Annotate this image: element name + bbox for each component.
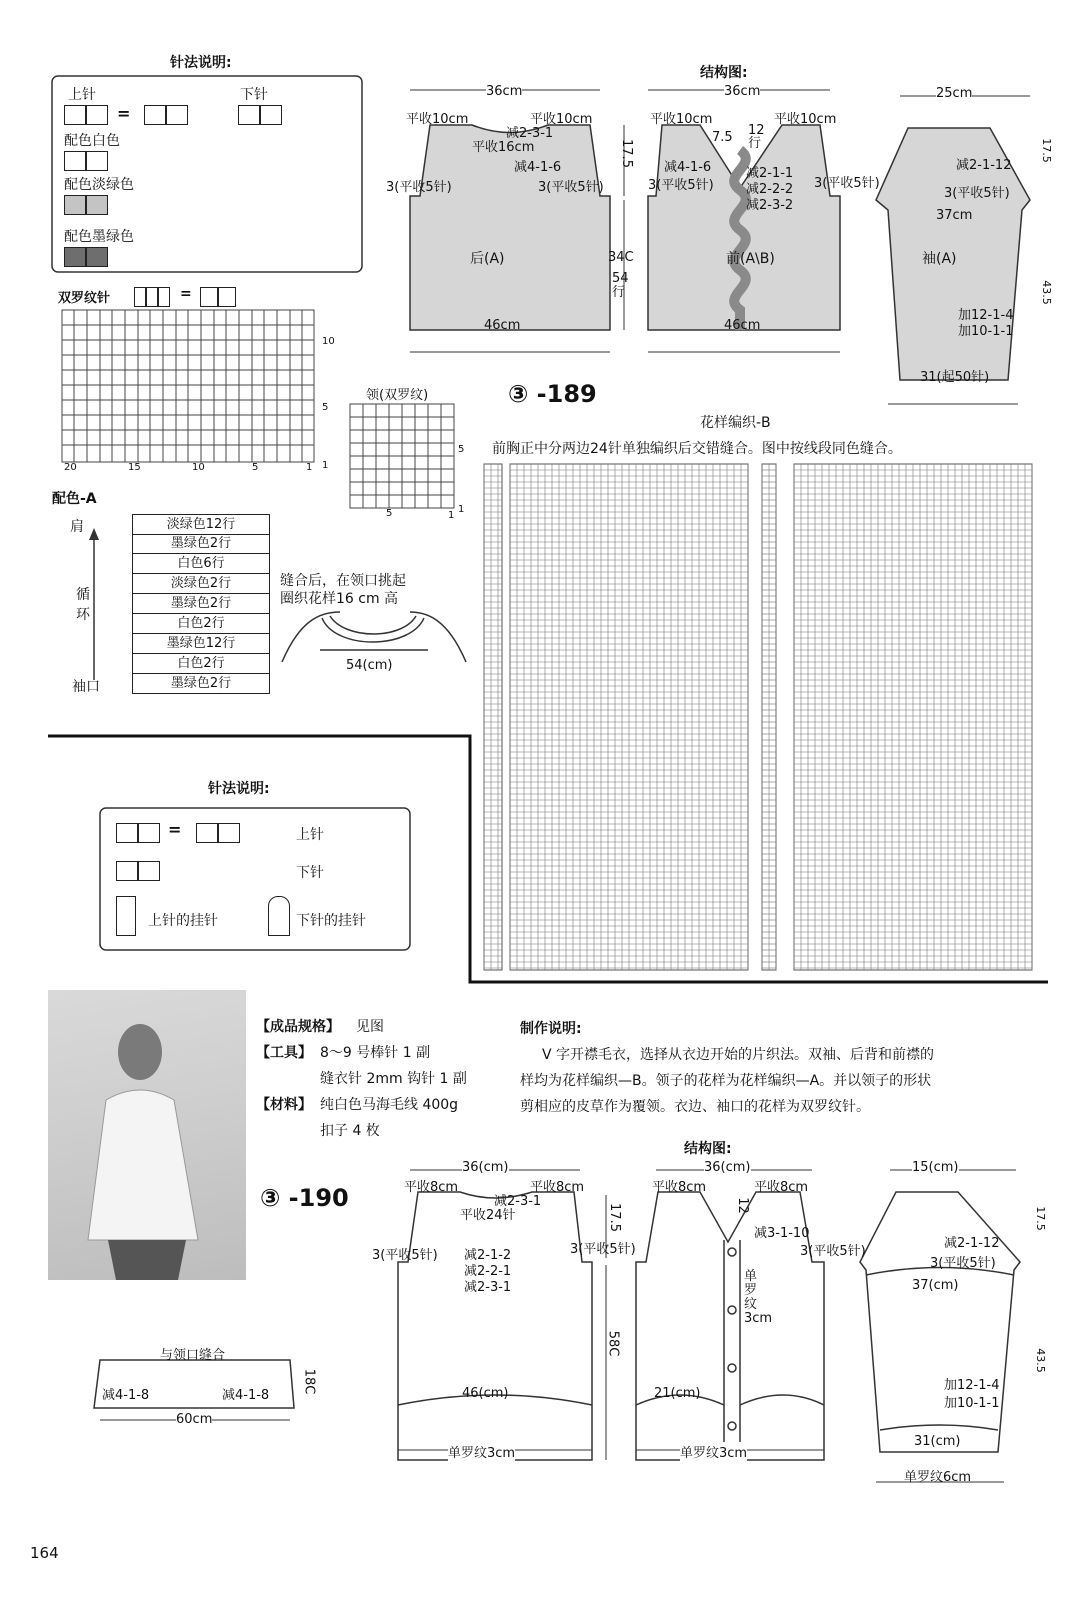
instructions-line3: 剪相应的皮草作为覆领。衣边、袖口的花样为双罗纹针。 — [520, 1099, 870, 1115]
sleeve-width: 25cm — [936, 86, 973, 101]
front190-band: 单罗纹3cm — [744, 1269, 773, 1326]
material-2: 扣子 4 枚 — [320, 1123, 380, 1139]
xia-gua-symbol — [268, 896, 290, 936]
white-label: 配色白色 — [64, 133, 120, 149]
color-stripe-row: 白色6行 — [132, 554, 270, 574]
front190-side: 3(平收5针) — [800, 1244, 866, 1259]
front-bottom: 46cm — [724, 318, 761, 333]
empty-cell — [166, 105, 188, 125]
sleeve-h2: 43.5 — [1039, 280, 1053, 305]
dark-green-label: 配色墨绿色 — [64, 229, 134, 245]
collar190-left: 减4-1-8 — [102, 1388, 150, 1403]
legend2-shang-gua: 上针的挂针 — [148, 913, 218, 929]
dash-cell — [86, 105, 108, 125]
collar-axis-b1: 1 — [448, 510, 455, 521]
sleeve190-cuff: 31(cm) — [914, 1434, 961, 1449]
legend2-title: 针法说明: — [208, 781, 270, 797]
back-bottom: 46cm — [484, 318, 521, 333]
back-label: 后(A) — [470, 251, 505, 267]
sleeve190-hem: 单罗纹6cm — [904, 1470, 972, 1485]
shang-zhen-label: 上针 — [68, 87, 96, 103]
sleeve-dec: 减2-1-12 — [956, 158, 1012, 173]
back190-right-side: 3(平收5针) — [570, 1242, 636, 1257]
front190-dec: 减3-1-10 — [754, 1226, 810, 1241]
back-flat16: 平收16cm — [472, 140, 535, 155]
legend2-xia: 下针 — [296, 865, 324, 881]
back190-d2: 减2-2-1 — [464, 1264, 512, 1279]
rib-axis-b1: 1 — [306, 462, 313, 473]
sleeve190-h2: 43.5 — [1033, 1348, 1047, 1373]
empty-symbol — [144, 104, 188, 125]
front-dec-r1: 减2-1-1 — [746, 166, 794, 181]
shang-gua-symbol — [116, 896, 136, 936]
legend2-xia-gua: 下针的挂针 — [296, 913, 366, 929]
button-icon — [728, 1248, 736, 1256]
white-swatch — [64, 150, 108, 171]
front190-v: 12 — [734, 1197, 750, 1214]
neck-note-1: 缝合后，在领口挑起 — [280, 573, 406, 589]
back-left-top: 平收10cm — [406, 112, 469, 127]
rib-equals: = — [180, 286, 192, 302]
sleeve190-width: 15(cm) — [912, 1160, 959, 1175]
front-right-side: 3(平收5针) — [814, 176, 880, 191]
back-h2: 34C — [608, 250, 634, 265]
rib-equals-symbol — [200, 286, 236, 307]
sleeve190-mid: 37(cm) — [912, 1278, 959, 1293]
sleeve-h1: 17.5 — [1039, 138, 1053, 163]
back190-side: 3(平收5针) — [372, 1248, 438, 1263]
neck-measure: 54(cm) — [346, 658, 393, 673]
back190-right-top: 平收8cm — [530, 1180, 585, 1195]
front-v2: 12行 — [748, 123, 765, 151]
model-silhouette — [48, 990, 246, 1280]
front-dec-left: 减4-1-6 — [664, 160, 712, 175]
back-left-side: 3(平收5针) — [386, 180, 452, 195]
front-dec-r2: 减2-2-2 — [746, 182, 794, 197]
instructions-title: 制作说明: — [520, 1021, 582, 1037]
rib-symbol — [134, 286, 170, 307]
collar190-height: 18C — [301, 1368, 317, 1395]
collar-axis-1: 1 — [458, 504, 465, 515]
back-dec1: 减2-3-1 — [506, 126, 554, 141]
sleeve-mid: 37cm — [936, 208, 973, 223]
pattern-b-gridlines — [484, 464, 1032, 970]
front190-hem: 单罗纹3cm — [680, 1442, 747, 1461]
light-green-swatch — [64, 194, 108, 215]
collar190-title: 与领口缝合 — [160, 1348, 226, 1363]
section-divider — [48, 736, 1048, 982]
sleeve190-h1: 17.5 — [1033, 1206, 1047, 1231]
sleeve-cuff: 31(起50针) — [920, 370, 990, 385]
arrow-mid-label: 循环 — [76, 587, 90, 623]
rib-axis-1: 1 — [322, 460, 329, 471]
pattern-b-desc: 前胸正中分两边24针单独编织后交错缝合。图中按线段同色缝合。 — [492, 441, 902, 457]
color-stripe-row: 墨绿色2行 — [132, 534, 270, 554]
tool-label: 【工具】 — [256, 1045, 312, 1061]
cycle-arrow-head — [89, 528, 99, 540]
back-right-top: 平收10cm — [530, 112, 593, 127]
instructions-line2: 样均为花样编织—B。领子的花样为花样编织—A。并以领子的形状 — [520, 1073, 932, 1089]
back190-d3: 减2-3-1 — [464, 1280, 512, 1295]
button-icon — [728, 1422, 736, 1430]
color-stripe-row: 白色2行 — [132, 654, 270, 674]
front190-mid: 21(cm) — [654, 1386, 701, 1401]
front-left-top: 平收10cm — [650, 112, 713, 127]
back190-flat24: 平收24针 — [460, 1208, 516, 1223]
back190-width: 36(cm) — [462, 1160, 509, 1175]
front-left-side: 3(平收5针) — [648, 178, 714, 193]
collar-axis-b5: 5 — [386, 508, 393, 519]
back-width: 36cm — [486, 84, 523, 99]
rib-axis-b20: 20 — [64, 462, 77, 473]
buttons — [728, 1248, 736, 1430]
rib-axis-b5: 5 — [252, 462, 259, 473]
dark-green-swatch — [64, 246, 108, 267]
badge-190: ③ -190 — [260, 1184, 349, 1212]
front-v1: 7.5 — [712, 130, 733, 145]
collar-axis-5: 5 — [458, 444, 465, 455]
back190-dec1: 减2-3-1 — [494, 1194, 542, 1209]
back-h3: 54行 — [612, 271, 629, 300]
rib-chart-grid — [62, 310, 314, 462]
empty-cell — [144, 105, 166, 125]
sleeve190-side: 3(平收5针) — [930, 1256, 996, 1271]
equals-sign: = — [117, 104, 131, 123]
front190-left-top: 平收8cm — [652, 1180, 707, 1195]
badge-189: ③ -189 — [508, 380, 597, 408]
color-stripe-row: 淡绿色12行 — [132, 514, 270, 535]
diagram-189-title: 结构图: — [700, 65, 748, 81]
sleeve190-inc1: 加12-1-4 — [944, 1378, 1000, 1393]
diagram-190-title: 结构图: — [684, 1141, 732, 1157]
arrow-bottom-label: 袖口 — [72, 679, 100, 695]
sleeve-inc2: 加10-1-1 — [958, 324, 1014, 339]
color-stripe-row: 墨绿色2行 — [132, 594, 270, 614]
front-label: 前(A\B) — [726, 251, 775, 267]
model-photo — [48, 990, 246, 1280]
material-1: 纯白色马海毛线 400g — [320, 1097, 459, 1113]
instructions-line1: V 字开襟毛衣，选择从衣边开始的片织法。双袖、后背和前襟的 — [542, 1047, 935, 1063]
front190-width: 36(cm) — [704, 1160, 751, 1175]
bar-cell — [238, 105, 260, 125]
sleeve-inc1: 加12-1-4 — [958, 308, 1014, 323]
bar-cell — [260, 105, 282, 125]
button-icon — [728, 1364, 736, 1372]
shang-symbol — [64, 104, 108, 125]
legend2-empty-symbol — [196, 822, 240, 843]
tool-1: 8～9 号棒针 1 副 — [320, 1045, 431, 1061]
dash-cell — [64, 105, 86, 125]
color-a-title: 配色-A — [52, 491, 97, 507]
sleeve-side: 3(平收5针) — [944, 186, 1010, 201]
spec-label: 【成品规格】 — [256, 1019, 340, 1035]
legend2-xia-symbol — [116, 860, 160, 881]
back-right-side: 3(平收5针) — [538, 180, 604, 195]
rib-axis-b10: 10 — [192, 462, 205, 473]
rib-axis-5: 5 — [322, 402, 329, 413]
back190-left-top: 平收8cm — [404, 1180, 459, 1195]
rib-axis-10: 10 — [322, 336, 335, 347]
back-piece-189 — [410, 125, 610, 330]
back190-h1: 17.5 — [606, 1203, 622, 1232]
back190-mid: 46(cm) — [462, 1386, 509, 1401]
legend2-shang: 上针 — [296, 827, 324, 843]
back-h1: 17.5 — [618, 139, 634, 168]
sleeve190-dec: 减2-1-12 — [944, 1236, 1000, 1251]
arrow-top-label: 肩 — [70, 519, 84, 535]
material-label: 【材料】 — [256, 1097, 312, 1113]
neck-note-2: 圈织花样16 cm 高 — [280, 591, 399, 607]
spec-value: 见图 — [356, 1019, 384, 1035]
legend2-shang-symbol — [116, 822, 160, 843]
color-stripe-row: 白色2行 — [132, 614, 270, 634]
sleeve-piece-190 — [860, 1192, 1020, 1452]
button-icon — [728, 1306, 736, 1314]
rib-title: 双罗纹针 — [58, 291, 111, 306]
xia-zhen-label: 下针 — [240, 87, 268, 103]
legend-title: 针法说明: — [170, 55, 232, 71]
collar190-width: 60cm — [176, 1412, 213, 1427]
back190-d1: 减2-1-2 — [464, 1248, 512, 1263]
rib-axis-b15: 15 — [128, 462, 141, 473]
front-dec-r3: 减2-3-2 — [746, 198, 794, 213]
neckline-drawing — [282, 612, 466, 662]
back-piece-190 — [398, 1192, 592, 1460]
front-right-top: 平收10cm — [774, 112, 837, 127]
legend2-equals: = — [168, 820, 182, 839]
front-width: 36cm — [724, 84, 761, 99]
back190-hem: 单罗纹3cm — [448, 1442, 515, 1461]
sleeve-label: 袖(A) — [922, 251, 957, 267]
front190-right-top: 平收8cm — [754, 1180, 809, 1195]
collar-title: 领(双罗纹) — [366, 388, 429, 403]
color-stripe-row: 墨绿色12行 — [132, 634, 270, 654]
pattern-b-title: 花样编织-B — [700, 415, 771, 431]
color-stripe-row: 墨绿色2行 — [132, 674, 270, 694]
collar-chart-grid — [350, 404, 454, 508]
sleeve190-inc2: 加10-1-1 — [944, 1396, 1000, 1411]
page-number: 164 — [30, 1544, 59, 1562]
back190-h2: 58C — [605, 1330, 621, 1357]
collar190-right: 减4-1-8 — [222, 1388, 270, 1403]
back-dec2: 减4-1-6 — [514, 160, 562, 175]
xia-symbol — [238, 104, 282, 125]
color-stripe-row: 淡绿色2行 — [132, 574, 270, 594]
light-green-label: 配色淡绿色 — [64, 177, 134, 193]
tool-2: 缝衣针 2mm 钩针 1 副 — [320, 1071, 467, 1087]
